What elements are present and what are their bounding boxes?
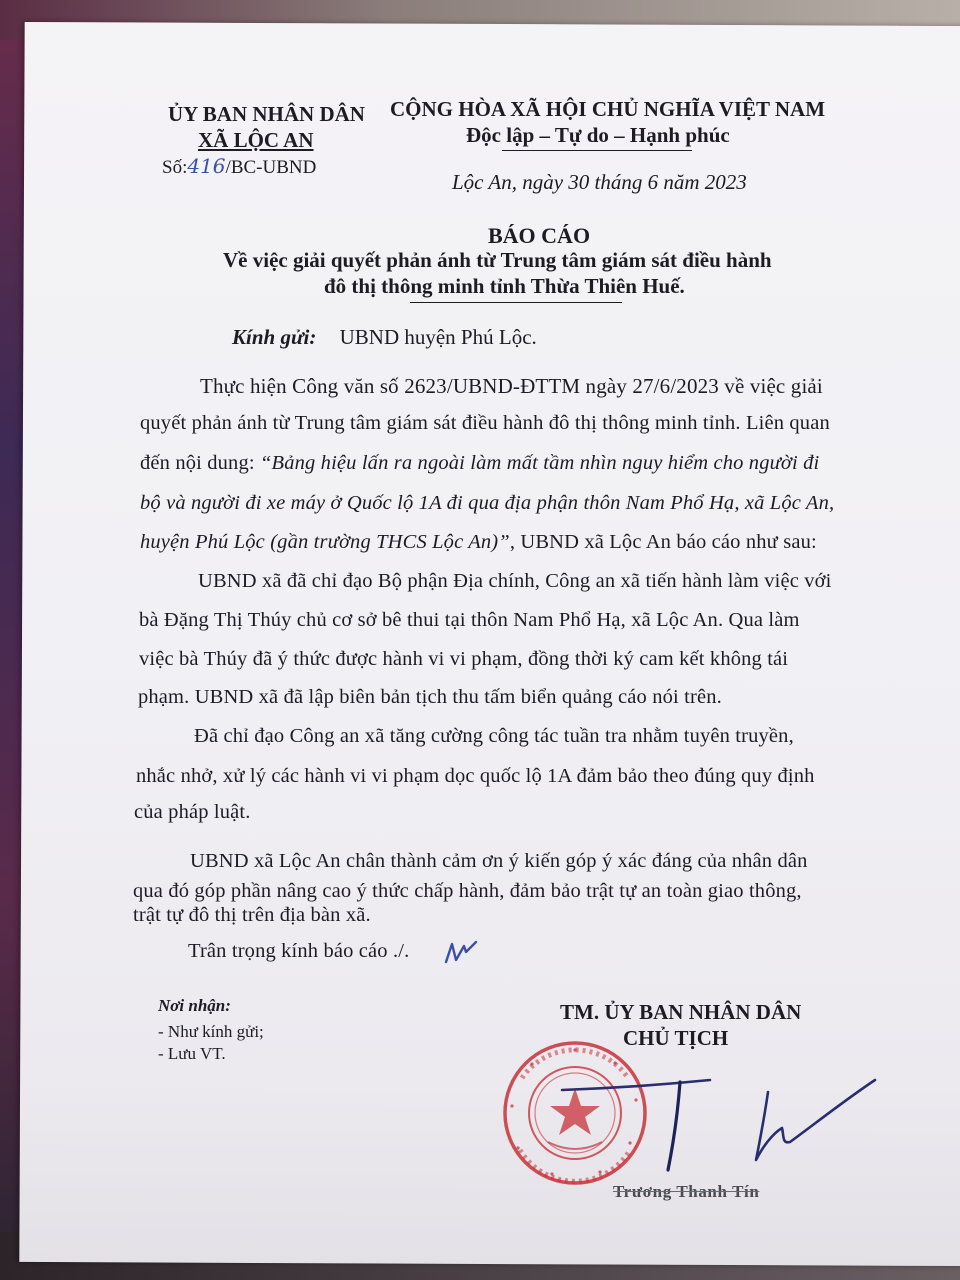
paragraph-line: Đã chỉ đạo Công an xã tăng cường công tác tuần tra nhằm tuyên truyền, — [194, 725, 794, 747]
quote-intro: đến nội dung: — [140, 452, 260, 474]
recipient-label: Kính gửi: — [232, 325, 317, 349]
org-name-line1: ỦY BAN NHÂN DÂN — [168, 102, 365, 126]
paragraph-line: UBND xã đã chỉ đạo Bộ phận Địa chính, Công an xã tiến hành làm việc với — [198, 570, 832, 592]
signer-name: Trương Thanh Tín — [613, 1182, 760, 1201]
paragraph-line: Thực hiện Công văn số 2623/UBND-ĐTTM ngày 27/6/2023 về việc giải — [200, 374, 823, 398]
closing-line: Trân trọng kính báo cáo ./. — [188, 940, 410, 962]
motto-underline — [502, 150, 692, 151]
document-number-prefix: Số: — [162, 157, 188, 178]
national-title: CỘNG HÒA XÃ HỘI CHỦ NGHĨA VIỆT NAM — [390, 97, 826, 121]
signature-title: TM. ỦY BAN NHÂN DÂN — [560, 1000, 802, 1024]
paragraph-line: việc bà Thúy đã ý thức được hành vi vi phạm, đồng thời ký cam kết không tái — [139, 648, 789, 670]
paragraph-line: quyết phản ánh từ Trung tâm giám sát điều hành đô thị thông minh tỉnh. Liên quan — [140, 412, 830, 434]
recipient-value: UBND huyện Phú Lộc. — [339, 325, 537, 349]
quote-text: “Bảng hiệu lấn ra ngoài làm mất tầm nhìn nguy hiểm cho người đi — [259, 452, 820, 474]
signature-position: CHỦ TỊCH — [623, 1026, 729, 1050]
paragraph-line: nhắc nhở, xử lý các hành vi vi phạm dọc quốc lộ 1A đảm bảo theo đúng quy định — [136, 765, 815, 787]
paragraph-line: trật tự đô thị trên địa bàn xã. — [133, 904, 371, 926]
subject-underline — [410, 302, 622, 303]
report-subject-line2: đô thị thông minh tỉnh Thừa Thiên Huế. — [324, 274, 685, 298]
document-number-handwritten: 416 — [187, 154, 226, 178]
quote-text-end: huyện Phú Lộc (gần trường THCS Lộc An)” — [140, 531, 510, 553]
report-title: BÁO CÁO — [488, 223, 591, 248]
paragraph-line — [140, 531, 817, 554]
place-date: Lộc An, ngày 30 tháng 6 năm 2023 — [452, 170, 747, 194]
recipient-line — [232, 325, 537, 350]
recipients-item: - Như kính gửi; — [158, 1022, 264, 1041]
handwritten-signature-icon — [560, 1070, 890, 1180]
document-number — [162, 154, 316, 179]
handwritten-initial-icon — [442, 938, 478, 966]
paragraph-line — [140, 452, 819, 475]
org-name-line2: XÃ LỘC AN — [198, 128, 314, 152]
national-motto: Độc lập – Tự do – Hạnh phúc — [466, 123, 730, 147]
paragraph-line: của pháp luật. — [134, 801, 251, 823]
paragraph-line: UBND xã Lộc An chân thành cảm ơn ý kiến góp ý xác đáng của nhân dân — [190, 850, 808, 872]
paragraph-line: qua đó góp phần nâng cao ý thức chấp hành, đảm bảo trật tự an toàn giao thông, — [133, 880, 802, 902]
recipients-title: Nơi nhận: — [158, 996, 231, 1015]
paragraph-line: phạm. UBND xã đã lập biên bản tịch thu tấm biển quảng cáo nói trên. — [138, 686, 722, 708]
paragraph-line: bà Đặng Thị Thúy chủ cơ sở bê thui tại thôn Nam Phổ Hạ, xã Lộc An. Qua làm — [139, 609, 800, 631]
document-number-suffix: /BC-UBND — [225, 157, 317, 178]
quote-outro: , UBND xã Lộc An báo cáo như sau: — [509, 531, 817, 553]
recipients-item: - Lưu VT. — [158, 1044, 226, 1063]
report-subject-line1: Về việc giải quyết phản ánh từ Trung tâm giám sát điều hành — [223, 248, 772, 272]
paragraph-line: bộ và người đi xe máy ở Quốc lộ 1A đi qua địa phận thôn Nam Phổ Hạ, xã Lộc An, — [140, 492, 835, 514]
